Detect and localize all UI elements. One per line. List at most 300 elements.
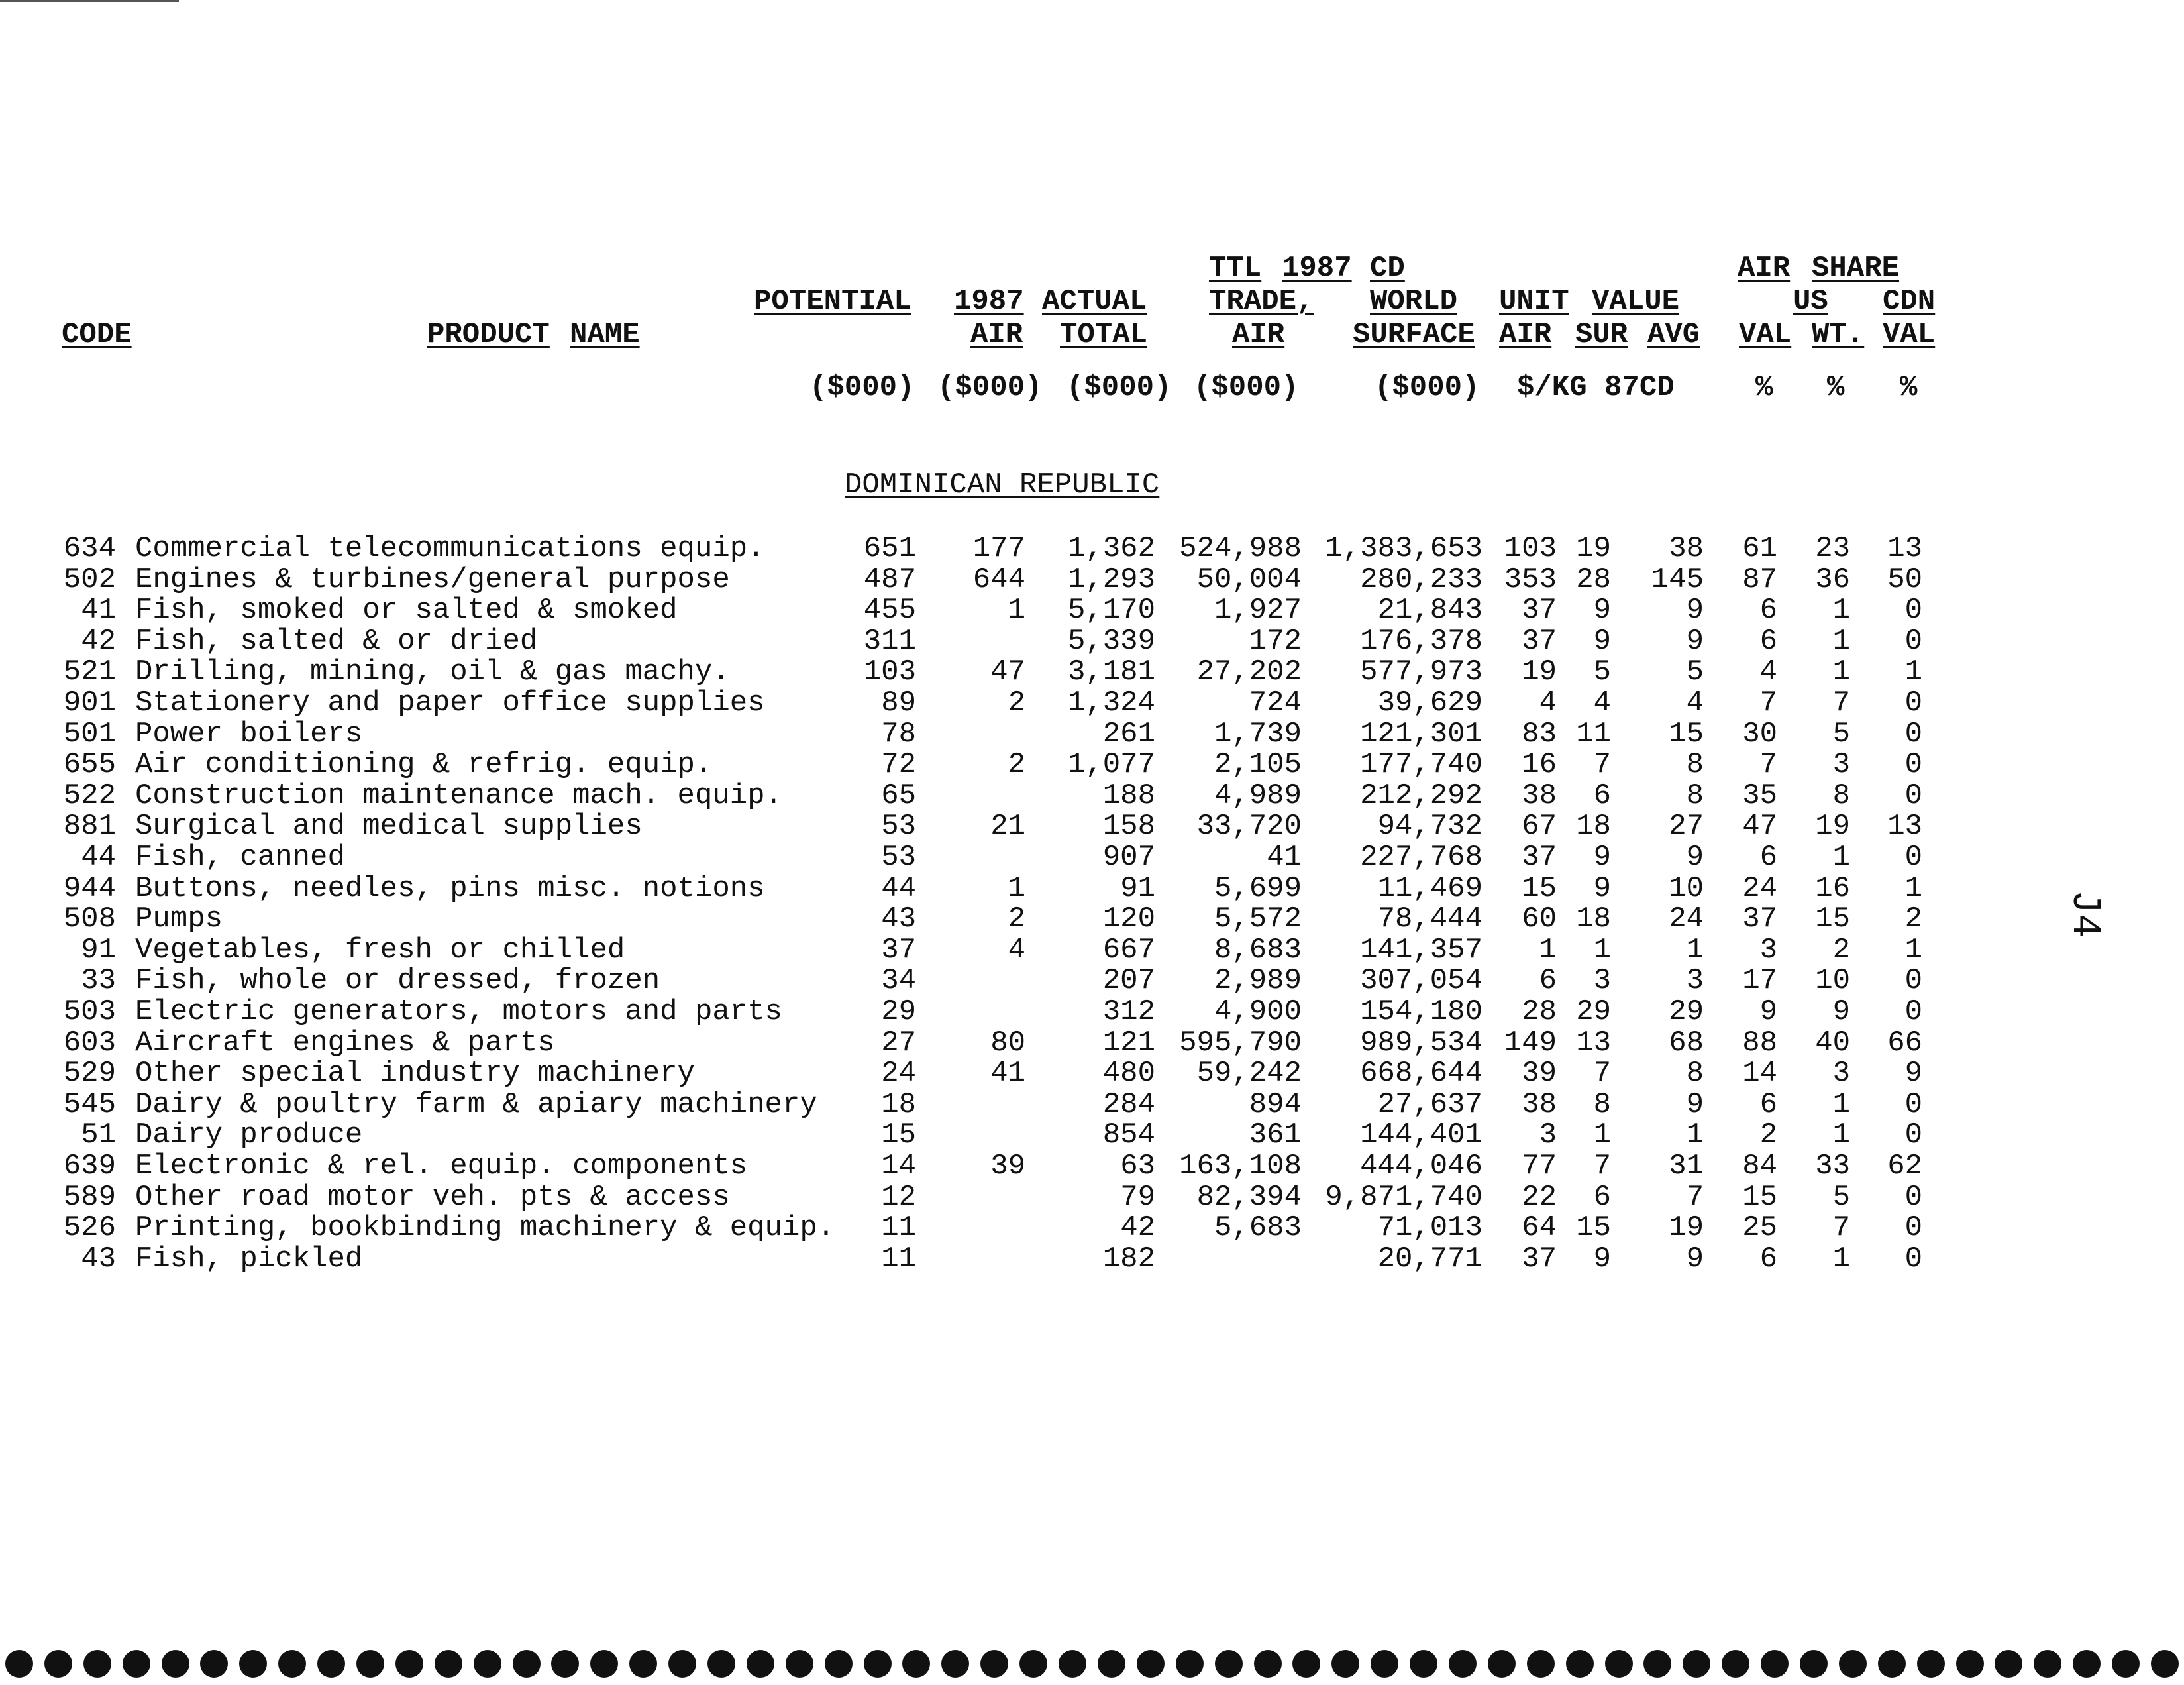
perforation-dot: [1215, 1650, 1243, 1678]
unit-avg-cell: 24: [1669, 902, 1704, 936]
unit-air-cell: 6: [1539, 964, 1557, 998]
unit-sur-cell: 8: [1593, 1087, 1611, 1121]
potential-cell: 53: [881, 841, 916, 874]
header-world: WORLD: [1370, 285, 1458, 318]
perforation-dot: [1566, 1650, 1594, 1678]
air-val-cell: 3: [1759, 933, 1777, 967]
us-wt-cell: 40: [1815, 1026, 1850, 1060]
cdn-val-cell: 0: [1904, 964, 1922, 998]
air-val-cell: 6: [1759, 1242, 1777, 1276]
table-row: [0, 688, 2184, 718]
table-row: [0, 1028, 2184, 1058]
potential-cell: 72: [881, 748, 916, 782]
perforation-dot: [1878, 1650, 1906, 1678]
perforation-dot: [1643, 1650, 1671, 1678]
potential-cell: 29: [881, 995, 916, 1028]
actual-total-cell: 42: [1120, 1211, 1155, 1245]
cdn-val-cell: 0: [1904, 841, 1922, 874]
header-product-name-2: NAME: [570, 318, 640, 351]
unit-avg-cell: 68: [1669, 1026, 1704, 1060]
unit-air-cell: 353: [1504, 563, 1557, 596]
unit-sur-cell: 7: [1593, 1150, 1611, 1183]
table-row: [0, 935, 2184, 965]
actual-total-cell: 1,293: [1067, 563, 1155, 596]
actual-total-cell: 854: [1102, 1118, 1155, 1152]
potential-cell: 53: [881, 810, 916, 843]
unit-air-cell: 38: [1522, 1087, 1557, 1121]
code-cell: 639: [63, 1150, 116, 1183]
unit-avg-cell: 15: [1669, 717, 1704, 751]
header-share-cdn-val: VAL: [1883, 318, 1936, 351]
actual-total-cell: 284: [1102, 1087, 1155, 1121]
section-title: DOMINICAN REPUBLIC: [845, 468, 1160, 502]
air-val-cell: 87: [1742, 563, 1777, 596]
air-val-cell: 15: [1742, 1180, 1777, 1214]
actual-total-cell: 182: [1102, 1242, 1155, 1276]
world-surface-cell: 20,771: [1377, 1242, 1482, 1276]
ttl-trade-air-cell: 163,108: [1179, 1150, 1302, 1183]
unit-avg-cell: 8: [1686, 1057, 1704, 1091]
unit-air-val: %: [1755, 371, 1773, 404]
perforation-dot: [1800, 1650, 1828, 1678]
perforation-dot: [435, 1650, 462, 1678]
actual-total-cell: 312: [1102, 995, 1155, 1028]
unit-air-cell: 3: [1539, 1118, 1557, 1152]
table-row: [0, 965, 2184, 996]
perforation-dot: [1059, 1650, 1086, 1678]
table-row: [0, 1182, 2184, 1213]
perforation-dot: [941, 1650, 969, 1678]
world-surface-cell: 9,871,740: [1325, 1180, 1482, 1214]
unit-avg-cell: 4: [1686, 686, 1704, 720]
product-name-cell: Power boilers: [135, 717, 363, 751]
ttl-trade-air-cell: 33,720: [1196, 810, 1302, 843]
code-cell: 634: [63, 532, 116, 565]
unit-avg-cell: 8: [1686, 779, 1704, 812]
air-1987-cell: 1: [1008, 871, 1025, 905]
product-name-cell: Vegetables, fresh or chilled: [135, 933, 625, 967]
table-row: [0, 1120, 2184, 1150]
unit-sur-cell: 29: [1576, 995, 1611, 1028]
world-surface-cell: 141,357: [1360, 933, 1482, 967]
code-cell: 501: [63, 717, 116, 751]
air-val-cell: 24: [1742, 871, 1777, 905]
header-ttl: TTL: [1209, 252, 1262, 285]
product-name-cell: Other special industry machinery: [135, 1057, 695, 1091]
unit-unit-value: $/KG 87CD: [1517, 371, 1675, 404]
potential-cell: 455: [863, 594, 916, 627]
product-name-cell: Commercial telecommunications equip.: [135, 532, 765, 565]
potential-cell: 27: [881, 1026, 916, 1060]
world-surface-cell: 121,301: [1360, 717, 1482, 751]
unit-sur-cell: 1: [1593, 933, 1611, 967]
air-val-cell: 25: [1742, 1211, 1777, 1245]
header-trade: TRADE,: [1209, 285, 1314, 318]
us-wt-cell: 33: [1815, 1150, 1850, 1183]
unit-air-cell: 37: [1522, 624, 1557, 658]
cdn-val-cell: 0: [1904, 717, 1922, 751]
ttl-trade-air-cell: 5,572: [1214, 902, 1302, 936]
perforation-dot: [1488, 1650, 1516, 1678]
table-row: [0, 1244, 2184, 1274]
code-cell: 529: [63, 1057, 116, 1091]
unit-sur-cell: 18: [1576, 902, 1611, 936]
cdn-val-cell: 66: [1887, 1026, 1922, 1060]
cdn-val-cell: 62: [1887, 1150, 1922, 1183]
ttl-trade-air-cell: 2,105: [1214, 748, 1302, 782]
world-surface-cell: 668,644: [1360, 1057, 1482, 1091]
product-name-cell: Electric generators, motors and parts: [135, 995, 782, 1028]
perforation-dot: [1956, 1650, 1984, 1678]
ttl-trade-air-cell: 82,394: [1196, 1180, 1302, 1214]
unit-air-cell: 37: [1522, 1242, 1557, 1276]
world-surface-cell: 577,973: [1360, 655, 1482, 689]
world-surface-cell: 227,768: [1360, 841, 1482, 874]
unit-avg-cell: 9: [1686, 1087, 1704, 1121]
perforation-dot: [83, 1650, 111, 1678]
cdn-val-cell: 1: [1904, 655, 1922, 689]
potential-cell: 18: [881, 1087, 916, 1121]
us-wt-cell: 9: [1832, 995, 1850, 1028]
actual-total-cell: 120: [1102, 902, 1155, 936]
code-cell: 41: [81, 594, 116, 627]
world-surface-cell: 27,637: [1377, 1087, 1482, 1121]
unit-air-cell: 39: [1522, 1057, 1557, 1091]
world-surface-cell: 94,732: [1377, 810, 1482, 843]
world-surface-cell: 39,629: [1377, 686, 1482, 720]
header-unit: UNIT: [1499, 285, 1569, 318]
us-wt-cell: 3: [1832, 1057, 1850, 1091]
perforation-dot: [825, 1650, 853, 1678]
cdn-val-cell: 0: [1904, 686, 1922, 720]
unit-air-cell: 16: [1522, 748, 1557, 782]
unit-sur-cell: 19: [1576, 532, 1611, 565]
product-name-cell: Dairy produce: [135, 1118, 363, 1152]
code-cell: 545: [63, 1087, 116, 1121]
code-cell: 521: [63, 655, 116, 689]
header-share-air: AIR: [1738, 252, 1791, 285]
unit-avg-cell: 8: [1686, 748, 1704, 782]
product-name-cell: Drilling, mining, oil & gas machy.: [135, 655, 730, 689]
us-wt-cell: 5: [1832, 1180, 1850, 1214]
actual-total-cell: 480: [1102, 1057, 1155, 1091]
world-surface-cell: 71,013: [1377, 1211, 1482, 1245]
world-surface-cell: 307,054: [1360, 964, 1482, 998]
perforation-dot: [1410, 1650, 1437, 1678]
unit-air-cell: 15: [1522, 871, 1557, 905]
air-val-cell: 14: [1742, 1057, 1777, 1091]
code-cell: 522: [63, 779, 116, 812]
unit-avg-cell: 1: [1686, 1118, 1704, 1152]
unit-sur-cell: 5: [1593, 655, 1611, 689]
perforation-dot: [1722, 1650, 1749, 1678]
table-row: [0, 1151, 2184, 1181]
actual-total-cell: 1,362: [1067, 532, 1155, 565]
air-val-cell: 30: [1742, 717, 1777, 751]
us-wt-cell: 23: [1815, 532, 1850, 565]
actual-total-cell: 207: [1102, 964, 1155, 998]
table-row: [0, 657, 2184, 687]
potential-cell: 89: [881, 686, 916, 720]
code-cell: 603: [63, 1026, 116, 1060]
us-wt-cell: 1: [1832, 594, 1850, 627]
world-surface-cell: 176,378: [1360, 624, 1482, 658]
actual-total-cell: 91: [1120, 871, 1155, 905]
unit-avg-cell: 3: [1686, 964, 1704, 998]
us-wt-cell: 5: [1832, 717, 1850, 751]
perforation-dot: [1019, 1650, 1047, 1678]
product-name-cell: Fish, whole or dressed, frozen: [135, 964, 660, 998]
table-row: [0, 997, 2184, 1027]
unit-sur-cell: 28: [1576, 563, 1611, 596]
header-cd: CD: [1370, 252, 1405, 285]
us-wt-cell: 7: [1832, 1211, 1850, 1245]
header-air-1987-air: AIR: [970, 318, 1023, 351]
perforation-dot: [1292, 1650, 1320, 1678]
perforation-dot: [1917, 1650, 1945, 1678]
perforation-dot: [747, 1650, 774, 1678]
product-name-cell: Aircraft engines & parts: [135, 1026, 555, 1060]
product-name-cell: Buttons, needles, pins misc. notions: [135, 871, 765, 905]
perforation-dot: [200, 1650, 228, 1678]
perforation-dot: [1605, 1650, 1633, 1678]
potential-cell: 651: [863, 532, 916, 565]
cdn-val-cell: 0: [1904, 748, 1922, 782]
perforation-dot: [2073, 1650, 2101, 1678]
unit-avg-cell: 1: [1686, 933, 1704, 967]
unit-air-cell: 37: [1522, 841, 1557, 874]
actual-total-cell: 3,181: [1067, 655, 1155, 689]
unit-us-wt: %: [1827, 371, 1845, 404]
unit-potential: ($000): [809, 371, 915, 404]
potential-cell: 24: [881, 1057, 916, 1091]
unit-avg-cell: 9: [1686, 1242, 1704, 1276]
air-val-cell: 88: [1742, 1026, 1777, 1060]
ttl-trade-air-cell: 2,989: [1214, 964, 1302, 998]
air-1987-cell: 41: [990, 1057, 1025, 1091]
perforation-dot: [123, 1650, 150, 1678]
actual-total-cell: 667: [1102, 933, 1155, 967]
unit-sur-cell: 7: [1593, 1057, 1611, 1091]
actual-total-cell: 79: [1120, 1180, 1155, 1214]
unit-sur-cell: 3: [1593, 964, 1611, 998]
cdn-val-cell: 0: [1904, 1118, 1922, 1152]
unit-avg-cell: 27: [1669, 810, 1704, 843]
perforation-dot: [707, 1650, 735, 1678]
cdn-val-cell: 13: [1887, 532, 1922, 565]
ttl-trade-air-cell: 5,699: [1214, 871, 1302, 905]
ttl-trade-air-cell: 8,683: [1214, 933, 1302, 967]
air-val-cell: 6: [1759, 594, 1777, 627]
potential-cell: 37: [881, 933, 916, 967]
header-trade-air: AIR: [1232, 318, 1285, 351]
product-name-cell: Other road motor veh. pts & access: [135, 1180, 730, 1214]
perforation-dot: [786, 1650, 813, 1678]
air-val-cell: 35: [1742, 779, 1777, 812]
product-name-cell: Stationery and paper office supplies: [135, 686, 765, 720]
unit-avg-cell: 38: [1669, 532, 1704, 565]
air-1987-cell: 2: [1008, 686, 1025, 720]
header-product-name-1: PRODUCT: [427, 318, 550, 351]
perforation-dot: [44, 1650, 72, 1678]
unit-sur-cell: 9: [1593, 594, 1611, 627]
ttl-trade-air-cell: 27,202: [1196, 655, 1302, 689]
ttl-trade-air-cell: 4,900: [1214, 995, 1302, 1028]
code-cell: 91: [81, 933, 116, 967]
product-name-cell: Fish, salted & or dried: [135, 624, 538, 658]
table-row: [0, 565, 2184, 595]
product-name-cell: Dairy & poultry farm & apiary machinery: [135, 1087, 817, 1121]
cdn-val-cell: 1: [1904, 871, 1922, 905]
actual-total-cell: 5,170: [1067, 594, 1155, 627]
ttl-trade-air-cell: 724: [1249, 686, 1302, 720]
unit-sur-cell: 9: [1593, 871, 1611, 905]
perforation-dot: [5, 1650, 33, 1678]
perforation-dot: [317, 1650, 345, 1678]
header-total: TOTAL: [1060, 318, 1148, 351]
code-cell: 43: [81, 1242, 116, 1276]
header-share-us: US: [1793, 285, 1828, 318]
perforation-dot: [1098, 1650, 1125, 1678]
world-surface-cell: 989,534: [1360, 1026, 1482, 1060]
perforation-dot: [551, 1650, 579, 1678]
world-surface-cell: 78,444: [1377, 902, 1482, 936]
air-1987-cell: 2: [1008, 902, 1025, 936]
ttl-trade-air-cell: 595,790: [1179, 1026, 1302, 1060]
unit-avg-cell: 10: [1669, 871, 1704, 905]
perforation-dot: [2112, 1650, 2140, 1678]
perforation-dot: [902, 1650, 930, 1678]
perforation-dot: [1839, 1650, 1867, 1678]
potential-cell: 15: [881, 1118, 916, 1152]
air-1987-cell: 177: [972, 532, 1025, 565]
unit-avg-cell: 7: [1686, 1180, 1704, 1214]
unit-avg-cell: 19: [1669, 1211, 1704, 1245]
unit-sur-cell: 7: [1593, 748, 1611, 782]
air-val-cell: 6: [1759, 1087, 1777, 1121]
perforation-dot: [1137, 1650, 1165, 1678]
us-wt-cell: 19: [1815, 810, 1850, 843]
cdn-val-cell: 0: [1904, 1211, 1922, 1245]
unit-air-cell: 4: [1539, 686, 1557, 720]
header-value: VALUE: [1592, 285, 1680, 318]
cdn-val-cell: 0: [1904, 1242, 1922, 1276]
us-wt-cell: 1: [1832, 841, 1850, 874]
table-row: [0, 749, 2184, 780]
us-wt-cell: 1: [1832, 1087, 1850, 1121]
unit-air-cell: 19: [1522, 655, 1557, 689]
perforation-dot: [356, 1650, 384, 1678]
perforation-dot: [395, 1650, 423, 1678]
air-val-cell: 7: [1759, 686, 1777, 720]
product-name-cell: Engines & turbines/general purpose: [135, 563, 730, 596]
ttl-trade-air-cell: 1,739: [1214, 717, 1302, 751]
header-share-us-wt: WT.: [1812, 318, 1865, 351]
perforation-dot: [239, 1650, 267, 1678]
us-wt-cell: 1: [1832, 1242, 1850, 1276]
perforation-dot: [1449, 1650, 1477, 1678]
actual-total-cell: 1,077: [1067, 748, 1155, 782]
unit-air-cell: 60: [1522, 902, 1557, 936]
air-val-cell: 4: [1759, 655, 1777, 689]
actual-total-cell: 121: [1102, 1026, 1155, 1060]
unit-sur-cell: 9: [1593, 841, 1611, 874]
table-row: [0, 1213, 2184, 1243]
world-surface-cell: 154,180: [1360, 995, 1482, 1028]
product-name-cell: Construction maintenance mach. equip.: [135, 779, 782, 812]
code-cell: 655: [63, 748, 116, 782]
perforation-dots: [0, 1650, 2184, 1679]
unit-avg-cell: 9: [1686, 594, 1704, 627]
cdn-val-cell: 0: [1904, 995, 1922, 1028]
potential-cell: 43: [881, 902, 916, 936]
world-surface-cell: 444,046: [1360, 1150, 1482, 1183]
air-val-cell: 47: [1742, 810, 1777, 843]
unit-air-cell: 83: [1522, 717, 1557, 751]
cdn-val-cell: 13: [1887, 810, 1922, 843]
unit-sur-cell: 9: [1593, 1242, 1611, 1276]
air-val-cell: 17: [1742, 964, 1777, 998]
perforation-dot: [513, 1650, 541, 1678]
ttl-trade-air-cell: 524,988: [1179, 532, 1302, 565]
world-surface-cell: 11,469: [1377, 871, 1482, 905]
unit-sur-cell: 1: [1593, 1118, 1611, 1152]
code-cell: 51: [81, 1118, 116, 1152]
unit-avg-cell: 9: [1686, 841, 1704, 874]
potential-cell: 103: [863, 655, 916, 689]
unit-avg-cell: 145: [1651, 563, 1704, 596]
us-wt-cell: 1: [1832, 624, 1850, 658]
unit-air-cell: 149: [1504, 1026, 1557, 1060]
ttl-trade-air-cell: 50,004: [1196, 563, 1302, 596]
unit-avg-cell: 29: [1669, 995, 1704, 1028]
air-val-cell: 61: [1742, 532, 1777, 565]
code-cell: 508: [63, 902, 116, 936]
cdn-val-cell: 0: [1904, 779, 1922, 812]
us-wt-cell: 15: [1815, 902, 1850, 936]
perforation-dot: [1371, 1650, 1398, 1678]
unit-avg-cell: 31: [1669, 1150, 1704, 1183]
table-row: [0, 1058, 2184, 1089]
potential-cell: 65: [881, 779, 916, 812]
code-cell: 42: [81, 624, 116, 658]
us-wt-cell: 2: [1832, 933, 1850, 967]
actual-total-cell: 188: [1102, 779, 1155, 812]
potential-cell: 14: [881, 1150, 916, 1183]
actual-total-cell: 907: [1102, 841, 1155, 874]
us-wt-cell: 1: [1832, 1118, 1850, 1152]
table-row: [0, 811, 2184, 842]
air-val-cell: 6: [1759, 841, 1777, 874]
code-cell: 944: [63, 871, 116, 905]
actual-total-cell: 261: [1102, 717, 1155, 751]
air-val-cell: 37: [1742, 902, 1777, 936]
us-wt-cell: 1: [1832, 655, 1850, 689]
ttl-trade-air-cell: 5,683: [1214, 1211, 1302, 1245]
product-name-cell: Pumps: [135, 902, 223, 936]
header-share-cdn: CDN: [1883, 285, 1936, 318]
air-val-cell: 84: [1742, 1150, 1777, 1183]
ttl-trade-air-cell: 41: [1267, 841, 1302, 874]
header-actual: ACTUAL: [1042, 285, 1147, 318]
table-row: [0, 533, 2184, 564]
us-wt-cell: 7: [1832, 686, 1850, 720]
perforation-dot: [980, 1650, 1008, 1678]
world-surface-cell: 177,740: [1360, 748, 1482, 782]
unit-sur-cell: 18: [1576, 810, 1611, 843]
unit-sur-cell: 6: [1593, 1180, 1611, 1214]
product-name-cell: Fish, pickled: [135, 1242, 363, 1276]
